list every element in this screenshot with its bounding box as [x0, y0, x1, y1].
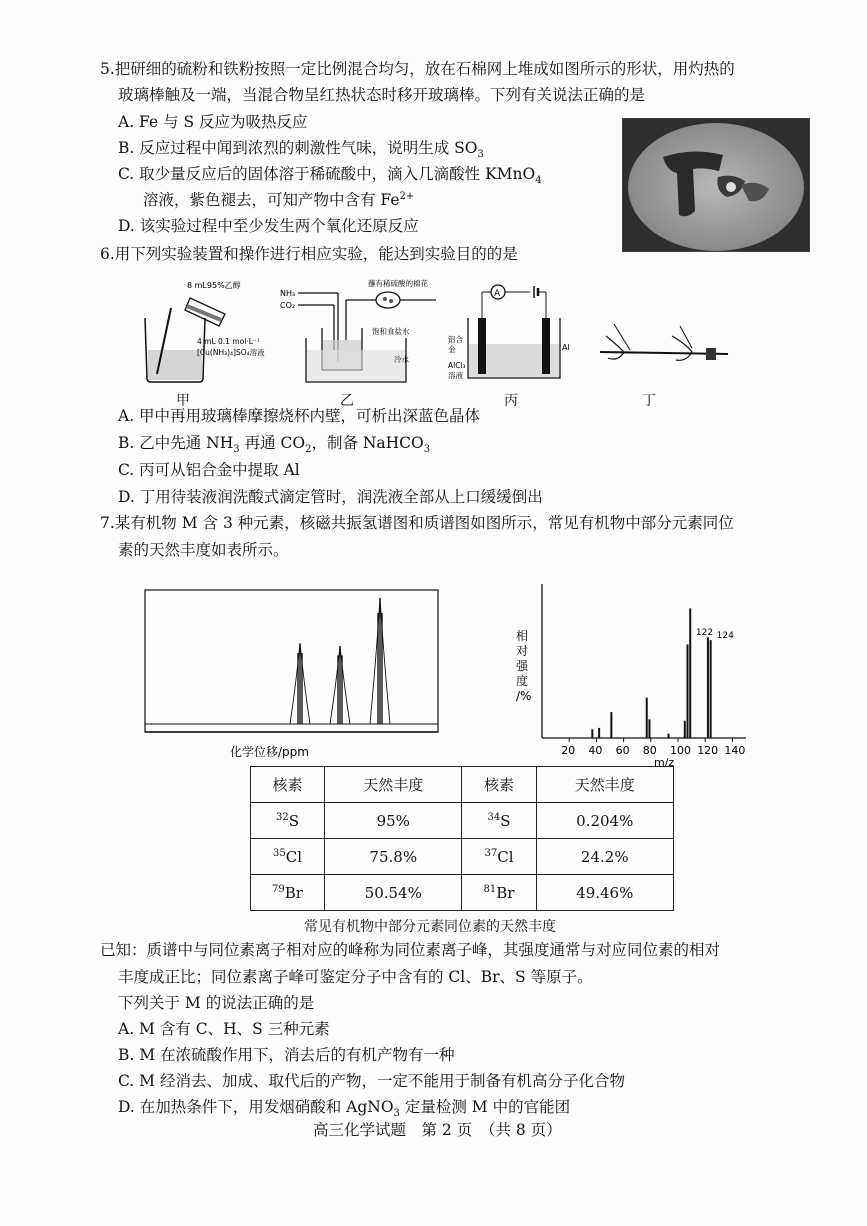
ms-ylabel-char: /% — [516, 689, 532, 703]
table-row — [251, 839, 674, 875]
svg-text:CO₂: CO₂ — [280, 301, 296, 310]
q6-option-d: D. 丁用待装液润洗酸式滴定管时，润洗液全部从上口缓缓倒出 — [118, 488, 543, 506]
ms-x-tick-label: 140 — [724, 744, 746, 757]
page-footer: 高三化学试题 第 2 页 （共 8 页） — [313, 1121, 562, 1139]
q7-option-d: D. 在加热条件下，用发烟硝酸和 AgNO$_3$ 定量检测 M 中的官能团 — [118, 1098, 571, 1120]
nuclide-cell: $^{81}$Br — [462, 875, 536, 911]
table-header-row — [251, 767, 674, 803]
table-header: 天然丰度 — [325, 767, 462, 803]
svg-text:NH₃: NH₃ — [280, 289, 296, 298]
ms-peak-label: 122 — [695, 628, 714, 639]
q7-question: 下列关于 M 的说法正确的是 — [118, 994, 315, 1012]
label-yi: 乙 — [340, 393, 354, 409]
q7-stem: 7.某有机物 M 含 3 种元素，核磁共振氢谱图和质谱图如图所示，常见有机物中部分元素同位 — [100, 514, 734, 532]
abundance-cell: 49.46% — [536, 875, 673, 911]
nuclide-cell: $^{79}$Br — [251, 875, 325, 911]
nuclide-cell: $^{32}$S — [251, 803, 325, 839]
abundance-cell: 50.54% — [325, 875, 462, 911]
table-row — [251, 803, 674, 839]
nuclide-cell: $^{34}$S — [462, 803, 536, 839]
svg-text:8 mL95%乙醇: 8 mL95%乙醇 — [187, 281, 241, 290]
table-header: 核素 — [462, 767, 536, 803]
apparatus-bing — [446, 278, 576, 388]
ms-x-tick-label: 80 — [642, 744, 657, 757]
ms-ylabel-char: 对 — [516, 644, 529, 658]
table-row — [251, 875, 674, 911]
svg-text:[Cu(NH₃)₄]SO₄溶液: [Cu(NH₃)₄]SO₄溶液 — [197, 348, 265, 357]
svg-text:饱和食盐水: 饱和食盐水 — [372, 327, 410, 336]
abundance-cell: 24.2% — [536, 839, 673, 875]
apparatus-yi — [276, 278, 446, 388]
q6-option-a: A. 甲中再用玻璃棒摩擦烧杯内壁，可析出深蓝色晶体 — [118, 407, 481, 425]
nuclide-cell: $^{35}$Cl — [251, 839, 325, 875]
svg-text:溶液: 溶液 — [448, 371, 463, 380]
ms-x-tick-label: 100 — [670, 744, 691, 757]
table-header: 核素 — [251, 767, 325, 803]
svg-text:4 mL 0.1 mol·L⁻¹: 4 mL 0.1 mol·L⁻¹ — [197, 337, 260, 346]
label-bing: 丙 — [504, 393, 518, 409]
isotope-table — [250, 766, 674, 911]
nuclide-cell: $^{37}$Cl — [462, 839, 536, 875]
q7-option-a: A. M 含有 C、H、S 三种元素 — [118, 1020, 330, 1038]
ms-x-tick-label: 40 — [588, 744, 603, 757]
ms-x-tick-label: 120 — [697, 744, 719, 757]
svg-text:铝合: 铝合 — [448, 335, 463, 344]
q6-option-c: C. 丙可从铝合金中提取 Al — [118, 461, 300, 479]
ms-ylabel-char: 强 — [516, 659, 529, 673]
q7-known: 已知：质谱中与同位素离子相对应的峰称为同位素离子峰，其强度通常与对应同位素的相对 — [100, 941, 721, 959]
ms-x-tick-label: 60 — [615, 744, 630, 757]
abundance-cell: 95% — [325, 803, 462, 839]
q7-stem-line2: 素的天然丰度如表所示。 — [118, 541, 289, 559]
apparatus-jia — [135, 278, 285, 388]
mass-spectrum — [506, 578, 776, 770]
apparatus-ding — [594, 278, 744, 388]
q5-stem-line2: 玻璃棒触及一端，当混合物呈红热状态时移开玻璃棒。下列有关说法正确的是 — [118, 86, 646, 104]
q5-option-b: B. 反应过程中闻到浓烈的刺激性气味，说明生成 $SO_3$ — [118, 139, 484, 161]
svg-text:A: A — [494, 289, 501, 299]
q5-option-a: A. Fe 与 S 反应为吸热反应 — [118, 113, 308, 131]
q7-known-line2: 丰度成正比；同位素离子峰可鉴定分子中含有的 Cl、Br、S 等原子。 — [118, 968, 593, 986]
label-ding: 丁 — [642, 393, 656, 409]
label-jia: 甲 — [176, 393, 190, 409]
abundance-cell: 75.8% — [325, 839, 462, 875]
q5-option-c-line2: 溶液，紫色褪去，可知产物中含有 $Fe^{2+}$ — [143, 190, 415, 209]
svg-text:Al: Al — [562, 343, 570, 352]
q7-option-c: C. M 经消去、加成、取代后的产物，一定不能用于制备有机高分子化合物 — [118, 1072, 625, 1090]
q7-option-b: B. M 在浓硫酸作用下，消去后的有机产物有一种 — [118, 1046, 455, 1064]
q5-option-d: D. 该实验过程中至少发生两个氧化还原反应 — [118, 217, 419, 235]
svg-text:AlCl₃: AlCl₃ — [448, 361, 466, 370]
q6-stem: 6.用下列实验装置和操作进行相应实验，能达到实验目的的是 — [100, 245, 518, 263]
table-caption: 常见有机物中部分元素同位素的天然丰度 — [304, 919, 556, 935]
table-header: 天然丰度 — [536, 767, 673, 803]
ms-xlabel: m/z — [654, 756, 675, 769]
ms-x-tick-label: 20 — [561, 744, 576, 757]
svg-text:冷水: 冷水 — [394, 355, 409, 364]
svg-text:蘸有稀硫酸的棉花: 蘸有稀硫酸的棉花 — [368, 279, 428, 288]
nmr-xlabel: 化学位移/ppm — [230, 745, 309, 759]
q5-option-c: C. 取少量反应后的固体溶于稀硫酸中，滴入几滴酸性 KMnO$_4$ — [118, 165, 542, 187]
q5-photo — [622, 118, 810, 252]
ms-ylabel-char: 相 — [516, 629, 529, 643]
q6-option-b: B. 乙中先通 $NH_3$ 再通 $CO_2$，制备 NaHCO$_3$ — [118, 434, 431, 456]
ms-ylabel-char: 度 — [516, 674, 529, 688]
q5-stem: 5.把研细的硫粉和铁粉按照一定比例混合均匀，放在石棉网上堆成如图所示的形状，用灼热的 — [100, 60, 735, 78]
abundance-cell: 0.204% — [536, 803, 673, 839]
ms-peak-label: 124 — [716, 631, 734, 642]
svg-text:金: 金 — [448, 345, 456, 354]
nmr-spectrum — [140, 586, 445, 766]
